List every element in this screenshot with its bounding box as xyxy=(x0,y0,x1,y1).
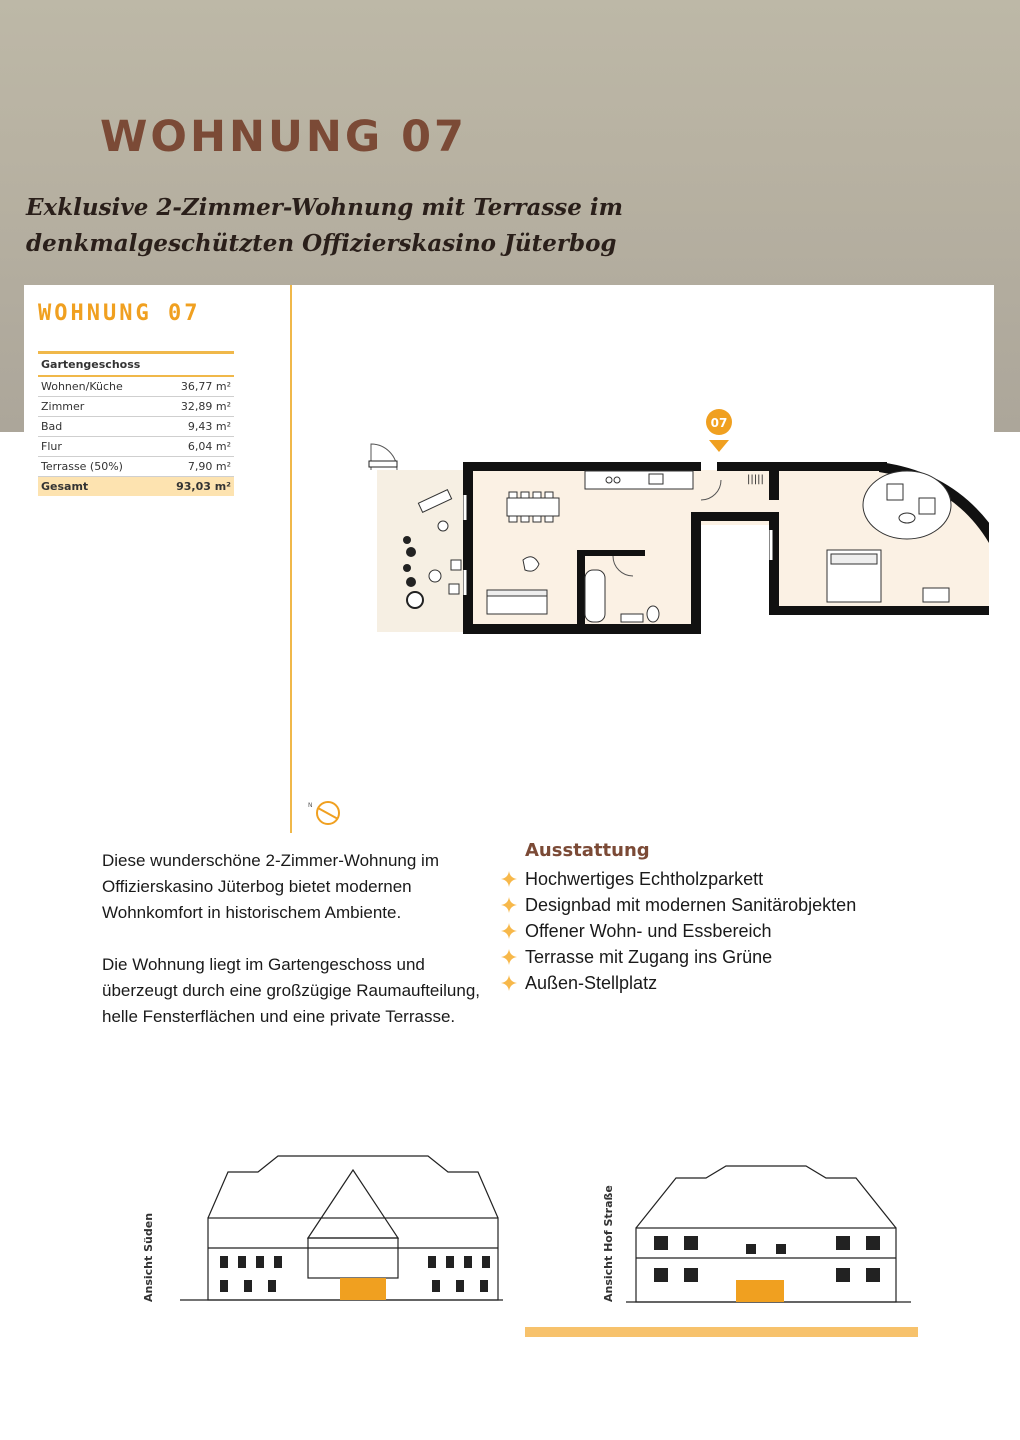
entry-arrow-icon xyxy=(709,440,729,452)
accent-bar xyxy=(525,1327,918,1337)
description-paragraph-1: Diese wunderschöne 2-Zimmer-Wohnung im Offizierskasino Jüterbog bietet modernen Wohnkomfort in historischem Ambiente. xyxy=(102,851,439,922)
page-subtitle xyxy=(26,190,646,262)
description xyxy=(102,848,492,1056)
sparkle-icon xyxy=(500,870,518,888)
terrace-chair xyxy=(451,560,461,570)
room-name: Bad xyxy=(38,417,154,437)
toilet xyxy=(647,606,659,622)
feature-text: Hochwertiges Echtholzparkett xyxy=(525,869,764,889)
armchair xyxy=(919,498,935,514)
pillows xyxy=(831,554,877,564)
court-windows xyxy=(654,1236,880,1282)
sparkle-icon xyxy=(500,948,518,966)
terrace-area xyxy=(377,470,463,632)
room-area: 36,77 m² xyxy=(154,376,234,397)
desk xyxy=(923,588,949,602)
unit-marker-label: 07 xyxy=(710,416,728,430)
total-label: Gesamt xyxy=(38,477,154,497)
plant-icon xyxy=(406,547,416,557)
plant-icon xyxy=(407,592,423,608)
unit-highlight xyxy=(340,1278,386,1300)
room-area: 32,89 m² xyxy=(154,397,234,417)
plant-icon xyxy=(406,577,416,587)
kitchen-counter xyxy=(585,471,693,489)
plan-title: WOHNUNG 07 xyxy=(38,301,201,326)
feature-text: Terrasse mit Zugang ins Grüne xyxy=(525,947,773,967)
area-table-header xyxy=(38,353,234,377)
room-area: 6,04 m² xyxy=(154,437,234,457)
terrace-table xyxy=(438,521,448,531)
wardrobe-icon: ||||| xyxy=(747,474,764,485)
compass-needle xyxy=(318,808,338,819)
area-table xyxy=(38,351,234,496)
list-item xyxy=(500,892,856,918)
room-name: Wohnen/Küche xyxy=(38,376,154,397)
list-item xyxy=(500,944,856,970)
features-list xyxy=(500,866,856,996)
room-area: 7,90 m² xyxy=(154,457,234,477)
court-elevation-drawing xyxy=(596,1148,926,1316)
floor-label: Gartengeschoss xyxy=(38,353,234,377)
terrace-table xyxy=(429,570,441,582)
sparkle-icon xyxy=(500,896,518,914)
terrace-door xyxy=(369,461,397,467)
court-elevation-label: Ansicht Hof Straße xyxy=(602,1185,615,1302)
bathtub xyxy=(585,570,605,622)
plant-icon xyxy=(403,564,411,572)
plant-icon xyxy=(403,536,411,544)
feature-text: Außen-Stellplatz xyxy=(525,973,658,993)
feature-text: Designbad mit modernen Sanitärobjekten xyxy=(525,895,857,915)
room-name: Terrasse (50%) xyxy=(38,457,154,477)
subtitle-line-1: Exklusive 2-Zimmer-Wohnung mit Terrasse im xyxy=(26,194,623,221)
floorplan-panel xyxy=(24,285,994,833)
sparkle-icon xyxy=(500,974,518,992)
sofa-back xyxy=(487,590,547,596)
coffee-table xyxy=(899,513,915,523)
compass-label: N xyxy=(308,802,313,809)
floor-plan-drawing xyxy=(359,400,989,650)
description-paragraph-2: Die Wohnung liegt im Gartengeschoss und überzeugt durch eine großzügige Raumaufteilung, helle Fensterflächen und eine private Terrasse. xyxy=(102,955,481,1026)
room-name: Zimmer xyxy=(38,397,154,417)
room-area: 9,43 m² xyxy=(154,417,234,437)
compass-icon xyxy=(308,797,358,833)
feature-text: Offener Wohn- und Essbereich xyxy=(525,921,772,941)
unit-highlight xyxy=(736,1280,784,1302)
list-item xyxy=(500,866,856,892)
south-elevation-label: Ansicht Süden xyxy=(142,1212,155,1302)
dining-table xyxy=(507,498,559,516)
room-name: Flur xyxy=(38,437,154,457)
table-row xyxy=(38,457,234,477)
washbasin xyxy=(621,614,643,622)
rug xyxy=(863,471,951,539)
terrace-chair xyxy=(449,584,459,594)
total-row xyxy=(38,477,234,497)
table-row xyxy=(38,397,234,417)
table-row xyxy=(38,437,234,457)
panel-divider xyxy=(290,285,292,833)
south-elevation-drawing xyxy=(128,1148,508,1316)
table-row xyxy=(38,376,234,397)
features-title: Ausstattung xyxy=(525,840,650,861)
list-item xyxy=(500,970,856,996)
list-item xyxy=(500,918,856,944)
total-area: 93,03 m² xyxy=(154,477,234,497)
armchair xyxy=(887,484,903,500)
subtitle-line-2: denkmalgeschützten Offizierskasino Jüterbog xyxy=(26,230,617,257)
page-title: WOHNUNG 07 xyxy=(100,112,467,162)
table-row xyxy=(38,417,234,437)
sparkle-icon xyxy=(500,922,518,940)
